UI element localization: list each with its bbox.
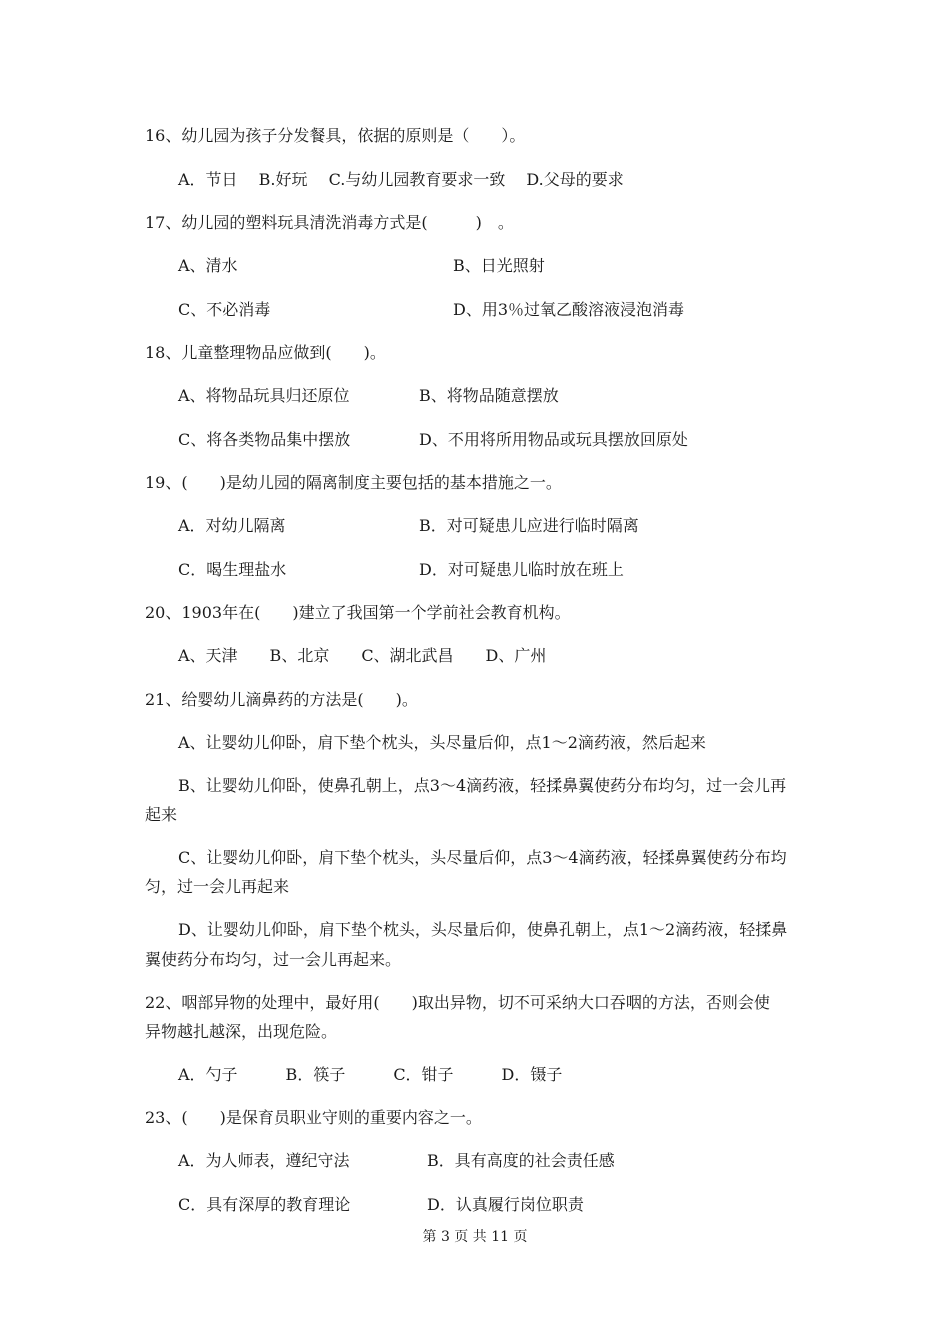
question-18-option-d: D、不用将所用物品或玩具摆放回原处 bbox=[419, 430, 688, 449]
question-17-option-c: C、不必消毒 bbox=[178, 300, 271, 319]
question-23-option-a: A．为人师表，遵纪守法 bbox=[178, 1151, 350, 1170]
question-22-options: A．勺子 B．筷子 C．钳子 D．镊子 bbox=[178, 1065, 563, 1084]
question-20-stem: 20、1903年在( )建立了我国第一个学前社会教育机构。 bbox=[145, 603, 571, 622]
question-17-option-a: A、清水 bbox=[178, 256, 238, 275]
question-17-option-b: B、日光照射 bbox=[453, 256, 545, 275]
question-19-option-b: B．对可疑患儿应进行临时隔离 bbox=[419, 516, 639, 535]
question-19-option-d: D．对可疑患儿临时放在班上 bbox=[419, 560, 624, 579]
question-18-option-a: A、将物品玩具归还原位 bbox=[178, 386, 350, 405]
question-16-stem: 16、幼儿园为孩子分发餐具，依据的原则是（ ）。 bbox=[145, 126, 526, 145]
question-21-option-c-continued: 匀，过一会儿再起来 bbox=[145, 877, 290, 896]
question-19-option-c: C．喝生理盐水 bbox=[178, 560, 287, 579]
question-18-stem: 18、儿童整理物品应做到( )。 bbox=[145, 343, 386, 362]
question-21-option-d: D、让婴幼儿仰卧，肩下垫个枕头，头尽量后仰，使鼻孔朝上，点1～2滴药液，轻揉鼻 bbox=[178, 920, 788, 939]
question-23-option-d: D．认真履行岗位职责 bbox=[427, 1195, 584, 1214]
question-18-option-c: C、将各类物品集中摆放 bbox=[178, 430, 351, 449]
question-21-option-b-continued: 起来 bbox=[145, 805, 178, 824]
question-18-option-b: B、将物品随意摆放 bbox=[419, 386, 559, 405]
question-21-stem: 21、给婴幼儿滴鼻药的方法是( )。 bbox=[145, 690, 418, 709]
question-23-option-b: B．具有高度的社会责任感 bbox=[427, 1151, 615, 1170]
question-21-option-a: A、让婴幼儿仰卧，肩下垫个枕头，头尽量后仰，点1～2滴药液，然后起来 bbox=[178, 733, 706, 752]
question-21-option-b: B、让婴幼儿仰卧，使鼻孔朝上，点3～4滴药液，轻揉鼻翼使药分布均匀，过一会儿再 bbox=[178, 776, 787, 795]
question-22-stem: 22、咽部异物的处理中，最好用( )取出异物，切不可采纳大口吞咽的方法，否则会使 bbox=[145, 993, 770, 1012]
question-16-options: A．节日 B.好玩 C.与幼儿园教育要求一致 D.父母的要求 bbox=[178, 170, 624, 189]
question-17-stem: 17、幼儿园的塑料玩具清洗消毒方式是( ) 。 bbox=[145, 213, 514, 232]
question-19-stem: 19、( )是幼儿园的隔离制度主要包括的基本措施之一。 bbox=[145, 473, 562, 492]
page-number-footer: 第 3 页 共 11 页 bbox=[422, 1229, 528, 1245]
question-19-option-a: A．对幼儿隔离 bbox=[178, 516, 286, 535]
question-23-option-c: C．具有深厚的教育理论 bbox=[178, 1195, 351, 1214]
question-17-option-d: D、用3％过氧乙酸溶液浸泡消毒 bbox=[453, 300, 685, 319]
question-21-option-d-continued: 翼使药分布均匀，过一会儿再起来。 bbox=[145, 950, 402, 969]
question-20-options: A、天津 B、北京 C、湖北武昌 D、广州 bbox=[178, 646, 547, 665]
question-22-stem-continued: 异物越扎越深，出现危险。 bbox=[145, 1022, 338, 1041]
question-21-option-c: C、让婴幼儿仰卧，肩下垫个枕头，头尽量后仰，点3～4滴药液，轻揉鼻翼使药分布均 bbox=[178, 848, 787, 867]
question-23-stem: 23、( )是保育员职业守则的重要内容之一。 bbox=[145, 1108, 482, 1127]
